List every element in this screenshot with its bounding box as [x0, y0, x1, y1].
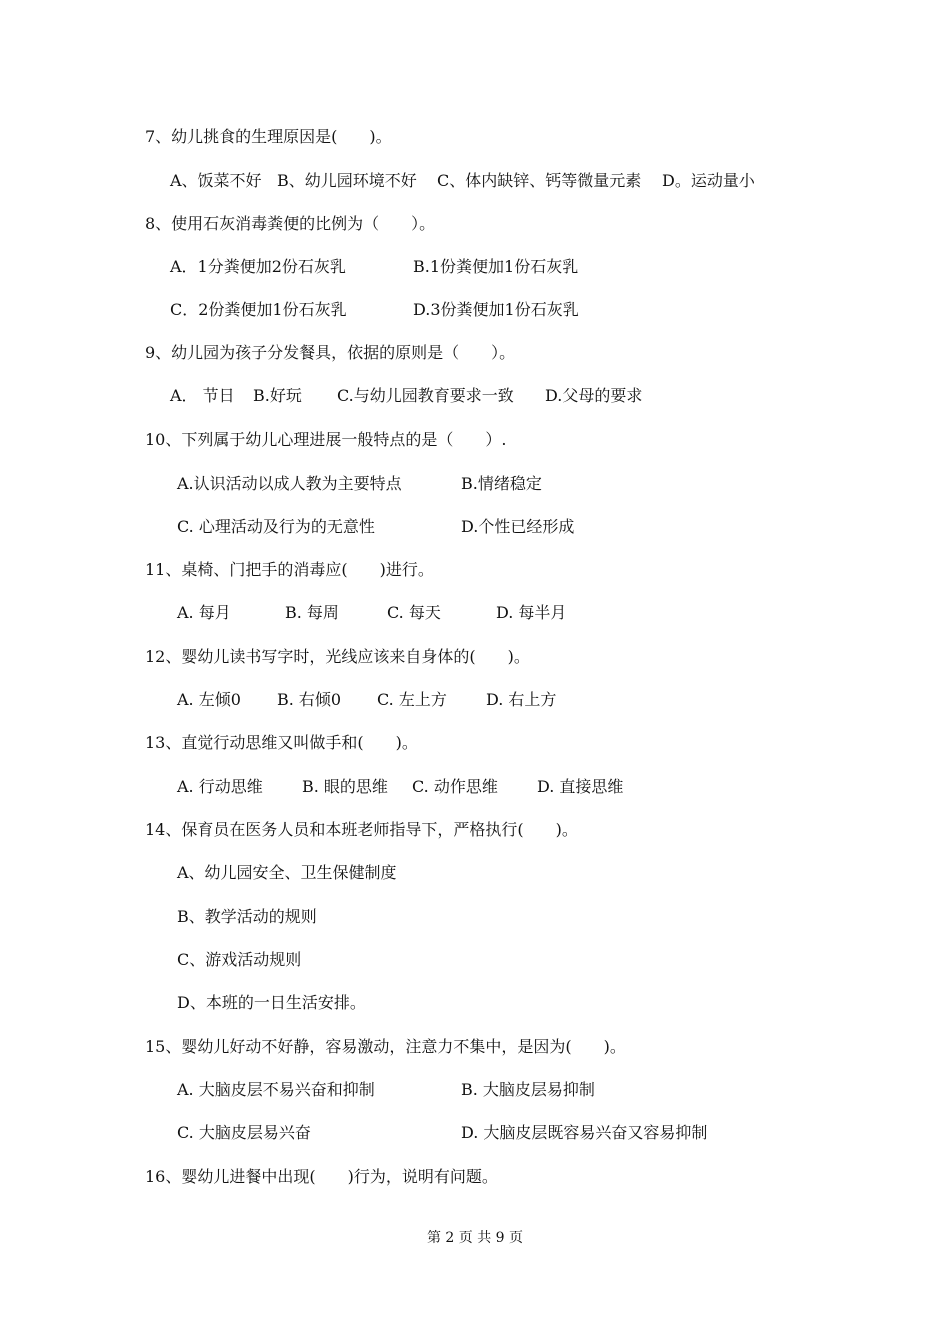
option-row	[0, 1080, 950, 1100]
answer-option: B. 眼的思维	[302, 777, 388, 796]
answer-option: C.与幼儿园教育要求一致	[337, 386, 514, 405]
question-stem: 7、幼儿挑食的生理原因是( )。	[145, 127, 392, 146]
answer-option: A. 大脑皮层不易兴奋和抑制	[177, 1080, 375, 1099]
question-stem: 16、婴幼儿进餐中出现( )行为，说明有问题。	[145, 1167, 498, 1186]
answer-option: B.1份粪便加1份石灰乳	[413, 257, 579, 276]
option-row	[0, 300, 950, 320]
option-row	[0, 1123, 950, 1143]
answer-option: A. 左倾0	[177, 690, 241, 709]
answer-option: C. 动作思维	[412, 777, 498, 796]
answer-option: B、教学活动的规则	[177, 907, 317, 926]
question-stem: 12、婴幼儿读书写字时，光线应该来自身体的( )。	[145, 647, 530, 666]
question-stem: 14、保育员在医务人员和本班老师指导下，严格执行( )。	[145, 820, 578, 839]
answer-option: A、饭菜不好	[170, 171, 262, 190]
answer-option: B、幼儿园环境不好	[277, 171, 417, 190]
answer-option: A. 每月	[177, 603, 231, 622]
answer-option: C、体内缺锌、钙等微量元素	[437, 171, 642, 190]
answer-option: B. 每周	[285, 603, 339, 622]
answer-option: B.情绪稳定	[461, 474, 542, 493]
page-footer: 第 2 页 共 9 页	[426, 1230, 524, 1246]
option-row	[0, 386, 950, 406]
option-row	[0, 603, 950, 623]
option-row	[0, 474, 950, 494]
option-row	[0, 907, 950, 927]
answer-option: A、幼儿园安全、卫生保健制度	[177, 863, 397, 882]
answer-option: A． 节日	[170, 386, 235, 405]
question-stem: 9、幼儿园为孩子分发餐具，依据的原则是（ ）。	[145, 343, 516, 362]
question-stem: 13、直觉行动思维又叫做手和( )。	[145, 733, 418, 752]
answer-option: D. 右上方	[486, 690, 557, 709]
answer-option: A．1分粪便加2份石灰乳	[170, 257, 346, 276]
answer-option: B. 右倾0	[277, 690, 342, 709]
answer-option: D.父母的要求	[545, 386, 643, 405]
answer-option: D。运动量小	[662, 171, 755, 190]
option-row	[0, 690, 950, 710]
option-row	[0, 171, 950, 191]
question-stem: 15、婴幼儿好动不好静，容易激动，注意力不集中，是因为( )。	[145, 1037, 626, 1056]
answer-option: C．2份粪便加1份石灰乳	[170, 300, 347, 319]
option-row	[0, 517, 950, 537]
question-stem: 8、使用石灰消毒粪便的比例为（ ）。	[145, 214, 436, 233]
answer-option: A.认识活动以成人教为主要特点	[177, 474, 402, 493]
answer-option: C. 每天	[387, 603, 441, 622]
answer-option: D、本班的一日生活安排。	[177, 993, 366, 1012]
question-stem: 10、下列属于幼儿心理进展一般特点的是（ ）.	[145, 430, 507, 449]
option-row	[0, 777, 950, 797]
answer-option: B.好玩	[253, 386, 302, 405]
answer-option: D.个性已经形成	[461, 517, 575, 536]
question-stem: 11、桌椅、门把手的消毒应( )进行。	[145, 560, 434, 579]
answer-option: C. 心理活动及行为的无意性	[177, 517, 375, 536]
answer-option: C、游戏活动规则	[177, 950, 302, 969]
answer-option: D.3份粪便加1份石灰乳	[413, 300, 579, 319]
option-row	[0, 863, 950, 883]
option-row	[0, 950, 950, 970]
option-row	[0, 257, 950, 277]
answer-option: C. 大脑皮层易兴奋	[177, 1123, 311, 1142]
answer-option: D. 每半月	[496, 603, 567, 622]
answer-option: A. 行动思维	[177, 777, 263, 796]
option-row	[0, 993, 950, 1013]
answer-option: C. 左上方	[377, 690, 447, 709]
answer-option: B. 大脑皮层易抑制	[461, 1080, 595, 1099]
answer-option: D. 大脑皮层既容易兴奋又容易抑制	[461, 1123, 708, 1142]
answer-option: D. 直接思维	[537, 777, 624, 796]
